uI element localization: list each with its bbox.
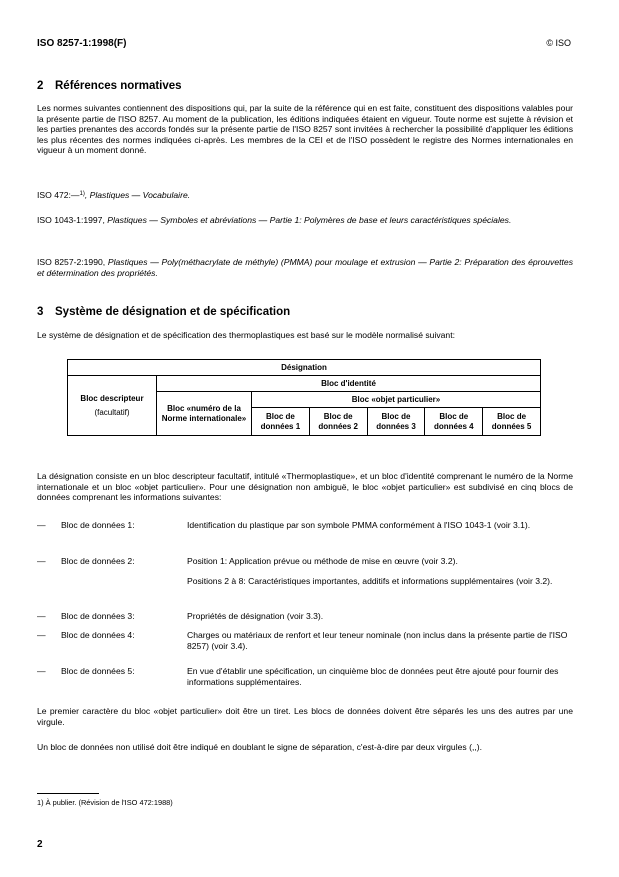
footnote-marker: 1) — [79, 191, 85, 197]
item-text: En vue d'établir une spécification, un cinquième bloc de données peut être ajouté pour fournir des informations supplémentaires. — [187, 666, 559, 687]
section-3-para-3: Un bloc de données non utilisé doit être indiqué en doublant le signe de séparation, c'est-à-dire par deux virgules (,,). — [37, 742, 482, 752]
ref-title: Plastiques — Poly(méthacrylate de méthyle) (PMMA) pour moulage et extrusion — Partie 2: Préparation des éprouvettes et détermination des propriétés. — [37, 257, 573, 278]
designation-header: Désignation — [68, 360, 541, 376]
section-3-intro: Le système de désignation et de spécification des thermoplastiques est basé sur le modèle normalisé suivant: — [37, 330, 455, 340]
item-label: Bloc de données 5: — [61, 666, 135, 676]
ref-code: ISO 8257-2:1990, — [37, 257, 108, 267]
section-3-title: Système de désignation et de spécification — [55, 306, 291, 318]
bloc-descripteur-cell — [68, 376, 157, 436]
section-3-para-2: Le premier caractère du bloc «objet particulier» doit être un tiret. Les blocs de données doivent être séparés les uns des autres par une virgule. — [37, 706, 573, 727]
facultatif-label: (facultatif) — [94, 408, 130, 417]
bloc-objet-header: Bloc «objet particulier» — [252, 392, 541, 408]
section-2-heading — [37, 80, 182, 92]
reference-iso-472 — [37, 190, 573, 201]
item-text: Identification du plastique par son symbole PMMA conformément à l'ISO 1043-1 (voir 3.1). — [187, 520, 531, 530]
section-3-para-1: La désignation consiste en un bloc descripteur facultatif, intitulé «Thermoplastique», et un bloc d'identité comprenant le numéro de la Norme internationale et un bloc «objet particulier». Pour une désignation non ambiguë, le bloc «objet particulier» est subdivisé en cinq blocs de données comprenant les informations suivantes: — [37, 471, 573, 503]
dash: — — [37, 520, 46, 530]
bloc-donnees-5-cell: Bloc de données 5 — [483, 408, 541, 436]
footnote: 1) À publier. (Révision de l'ISO 472:1988) — [37, 798, 173, 807]
reference-iso-1043-1 — [37, 215, 573, 226]
ref-code: ISO 472:— — [37, 190, 80, 200]
bloc-descripteur-label: Bloc descripteur — [80, 393, 144, 403]
section-3-number: 3 — [37, 306, 44, 318]
dash: — — [37, 611, 46, 621]
bloc-donnees-1-cell: Bloc de données 1 — [252, 408, 310, 436]
item-text: Position 1: Application prévue ou méthode de mise en œuvre (voir 3.2). — [187, 556, 458, 566]
section-3-heading — [37, 306, 290, 318]
ref-title: , Plastiques — Vocabulaire. — [84, 190, 191, 200]
dash: — — [37, 666, 46, 676]
reference-iso-8257-2 — [37, 257, 573, 278]
copyright: © ISO — [546, 38, 571, 48]
section-2-title: Références normatives — [55, 80, 182, 92]
item-text: Propriétés de désignation (voir 3.3). — [187, 611, 324, 621]
bloc-numero-cell: Bloc «numéro de la Norme internationale» — [157, 392, 252, 436]
bloc-donnees-3-cell: Bloc de données 3 — [367, 408, 425, 436]
ref-title: Plastiques — Symboles et abréviations — Partie 1: Polymères de base et leurs caractéristiques spéciales. — [107, 215, 512, 225]
bloc-donnees-4-cell: Bloc de données 4 — [425, 408, 483, 436]
dash: — — [37, 556, 46, 566]
item-text: Positions 2 à 8: Caractéristiques importantes, additifs et informations supplémentaires (voir 3.2). — [187, 576, 553, 586]
item-label: Bloc de données 4: — [61, 630, 135, 640]
item-label: Bloc de données 3: — [61, 611, 135, 621]
item-label: Bloc de données 2: — [61, 556, 135, 566]
section-2-number: 2 — [37, 80, 44, 92]
bloc-identite-header: Bloc d'identité — [157, 376, 541, 392]
page-number: 2 — [37, 839, 43, 850]
item-label: Bloc de données 1: — [61, 520, 135, 530]
ref-code: ISO 1043-1:1997, — [37, 215, 108, 225]
footnote-divider — [37, 793, 99, 794]
designation-table — [67, 359, 541, 436]
doc-id: ISO 8257-1:1998(F) — [37, 38, 127, 49]
item-text: Charges ou matériaux de renfort et leur teneur nominale (non inclus dans la présente partie de l'ISO 8257) (voir 3.4). — [187, 630, 568, 651]
bloc-donnees-2-cell: Bloc de données 2 — [309, 408, 367, 436]
dash: — — [37, 630, 46, 640]
section-2-intro: Les normes suivantes contiennent des dispositions qui, par la suite de la référence qui en est faite, constituent des dispositions valables pour la présente partie de l'ISO 8257. Au moment de la publication, les éditions indiquées étaient en vigueur. Toute norme est sujette à révision et les parties prenantes des accords fondés sur la présente partie de l'ISO 8257 sont invitées à rechercher la possibilité d'appliquer les éditions les plus récentes des normes indiquées ci-après. Les membres de la CEI et de l'ISO possèdent le registre des Normes internationales en vigueur à un moment donné. — [37, 103, 573, 156]
